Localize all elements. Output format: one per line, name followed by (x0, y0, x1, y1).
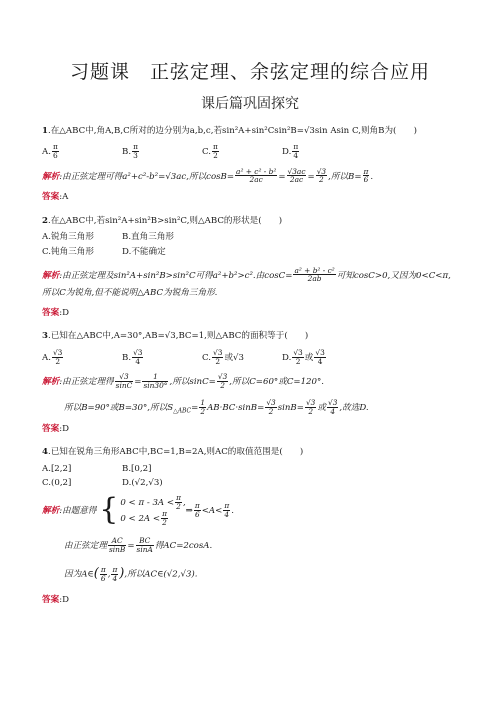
question-number: 2 (42, 215, 48, 226)
option-c: C. $\frac{√3}{2}$ 或√3 (202, 347, 244, 366)
option-c: C. $\frac{\pi}{2}$ (202, 142, 218, 160)
solution-4: 解析:由题意得 { 0 < π - 3A < $\frac{\pi}{2}$ , 0 < 2A < $\frac{\pi}{2}$ ⇒ $\frac{\pi}{6}$ <A< $\frac{\pi}{4}$ . (42, 492, 234, 528)
brace-icon: { (99, 492, 119, 528)
option-b: B.[0,2] (122, 463, 152, 474)
option-d: D. $\frac{√3}{2}$ 或 $\frac{√3}{4}$ (282, 347, 325, 366)
question-number: 1 (42, 125, 48, 136)
answer-1: 答案:A (42, 192, 69, 203)
solution-label: 解析 (42, 377, 60, 388)
option-b: B.直角三角形 (122, 232, 175, 243)
question-number: 3 (42, 331, 48, 342)
question-1 (42, 126, 458, 138)
option-b: B. $\frac{√3}{4}$ (122, 347, 143, 366)
question-stem: .在△ABC中,若sin²A+sin²B>sin²C,则△ABC的形状是( ) (47, 215, 283, 226)
solution-4-line-2: 由正弦定理 $\frac{AC}{\sin B}$ = $\frac{BC}{\sin A}$ 得AC=2cosA. (64, 535, 213, 554)
solution-3: 解析:由正弦定理得 $\frac{√3}{\sin C}$ = $\frac{1}{\sin 30^\circ}$ ,所以sinC= $\frac{√3}{2}$ ,所以C=60°或C=120°. (42, 372, 325, 391)
question-number: 4 (42, 447, 48, 458)
option-a: A.锐角三角形 (42, 232, 94, 243)
option-a: A. $\frac{√3}{2}$ (42, 347, 63, 366)
solution-1: 解析:由正弦定理可得a²+c²-b²=√3ac,所以cosB= $\frac{\text{a² + c² - b²}}{2ac}$ = $\frac{√3ac}{2ac}$ = $\frac{√3}{2}$ ,所以B= $\frac{\pi}{6}$ . (42, 166, 374, 185)
answer-4: 答案:D (42, 595, 69, 606)
solution-label: 解析 (42, 505, 60, 516)
option-a: A. $\frac{\pi}{6}$ (42, 142, 58, 160)
answer-3: 答案:D (42, 423, 69, 434)
answer-label: 答案 (42, 595, 60, 606)
option-d: D.不能确定 (122, 246, 166, 257)
answer-label: 答案 (42, 192, 60, 203)
option-d: D.(√2,√3) (122, 478, 163, 489)
solution-2: 解析:由正弦定理及sin²A+sin²B>sin²C可得a²+b²>c².由cosC= $\frac{\text{a² + b² - c²}}{2ab}$ 可知cosC>0,又因为0<C<π, (42, 265, 451, 284)
answer-2: 答案:D (42, 307, 69, 318)
answer-label: 答案 (42, 423, 60, 434)
solution-2-line-2: 所以C为锐角,但不能说明△ABC为锐角三角形. (42, 288, 218, 299)
options-row (42, 464, 458, 476)
question-4 (42, 447, 458, 459)
options-row (42, 232, 458, 244)
question-stem: .已知在锐角三角形ABC中,BC=1,B=2A,则AC的取值范围是( ) (47, 447, 304, 458)
question-stem: .在△ABC中,角A,B,C所对的边分别为a,b,c,若sin²A+sin²Csin²B=√3sin Asin C,则角B为( ) (47, 125, 417, 136)
option-d: D. $\frac{\pi}{4}$ (282, 142, 299, 160)
page-title: 习题课 正弦定理、余弦定理的综合应用 (69, 61, 430, 83)
options-row (42, 247, 458, 259)
options-row (42, 143, 458, 160)
solution-label: 解析 (42, 270, 60, 281)
question-3 (42, 331, 458, 343)
options-row (42, 478, 458, 490)
question-stem: .已知在△ABC中,A=30°,AB=√3,BC=1,则△ABC的面积等于( ) (47, 331, 309, 342)
solution-label: 解析 (42, 171, 60, 182)
page-subtitle: 课后篇巩固探究 (201, 95, 299, 112)
solution-4-line-3: 因为A∈( $\frac{\pi}{6}$ , $\frac{\pi}{4}$ ),所以AC∈(√2,√3). (64, 565, 198, 583)
option-a: A.[2,2] (42, 463, 72, 474)
inequality-system: { 0 < π - 3A < $\frac{\pi}{2}$ , 0 < 2A < $\frac{\pi}{2}$ (99, 492, 186, 528)
option-c: C.钝角三角形 (42, 246, 94, 257)
solution-3-line-2: 所以B=90°或B=30°,所以$S_{\triangle ABC}=$ $\frac{1}{2}$ AB·BC·sinB= $\frac{√3}{2}$ sinB= $\frac{√3}{2}$ 或 $\frac{√3}{4}$ ,故选D. (64, 397, 369, 416)
answer-label: 答案 (42, 307, 60, 318)
question-2 (42, 216, 458, 228)
options-row (42, 349, 458, 366)
option-c: C.(0,2] (42, 478, 72, 489)
option-b: B. $\frac{\pi}{3}$ (122, 142, 138, 160)
